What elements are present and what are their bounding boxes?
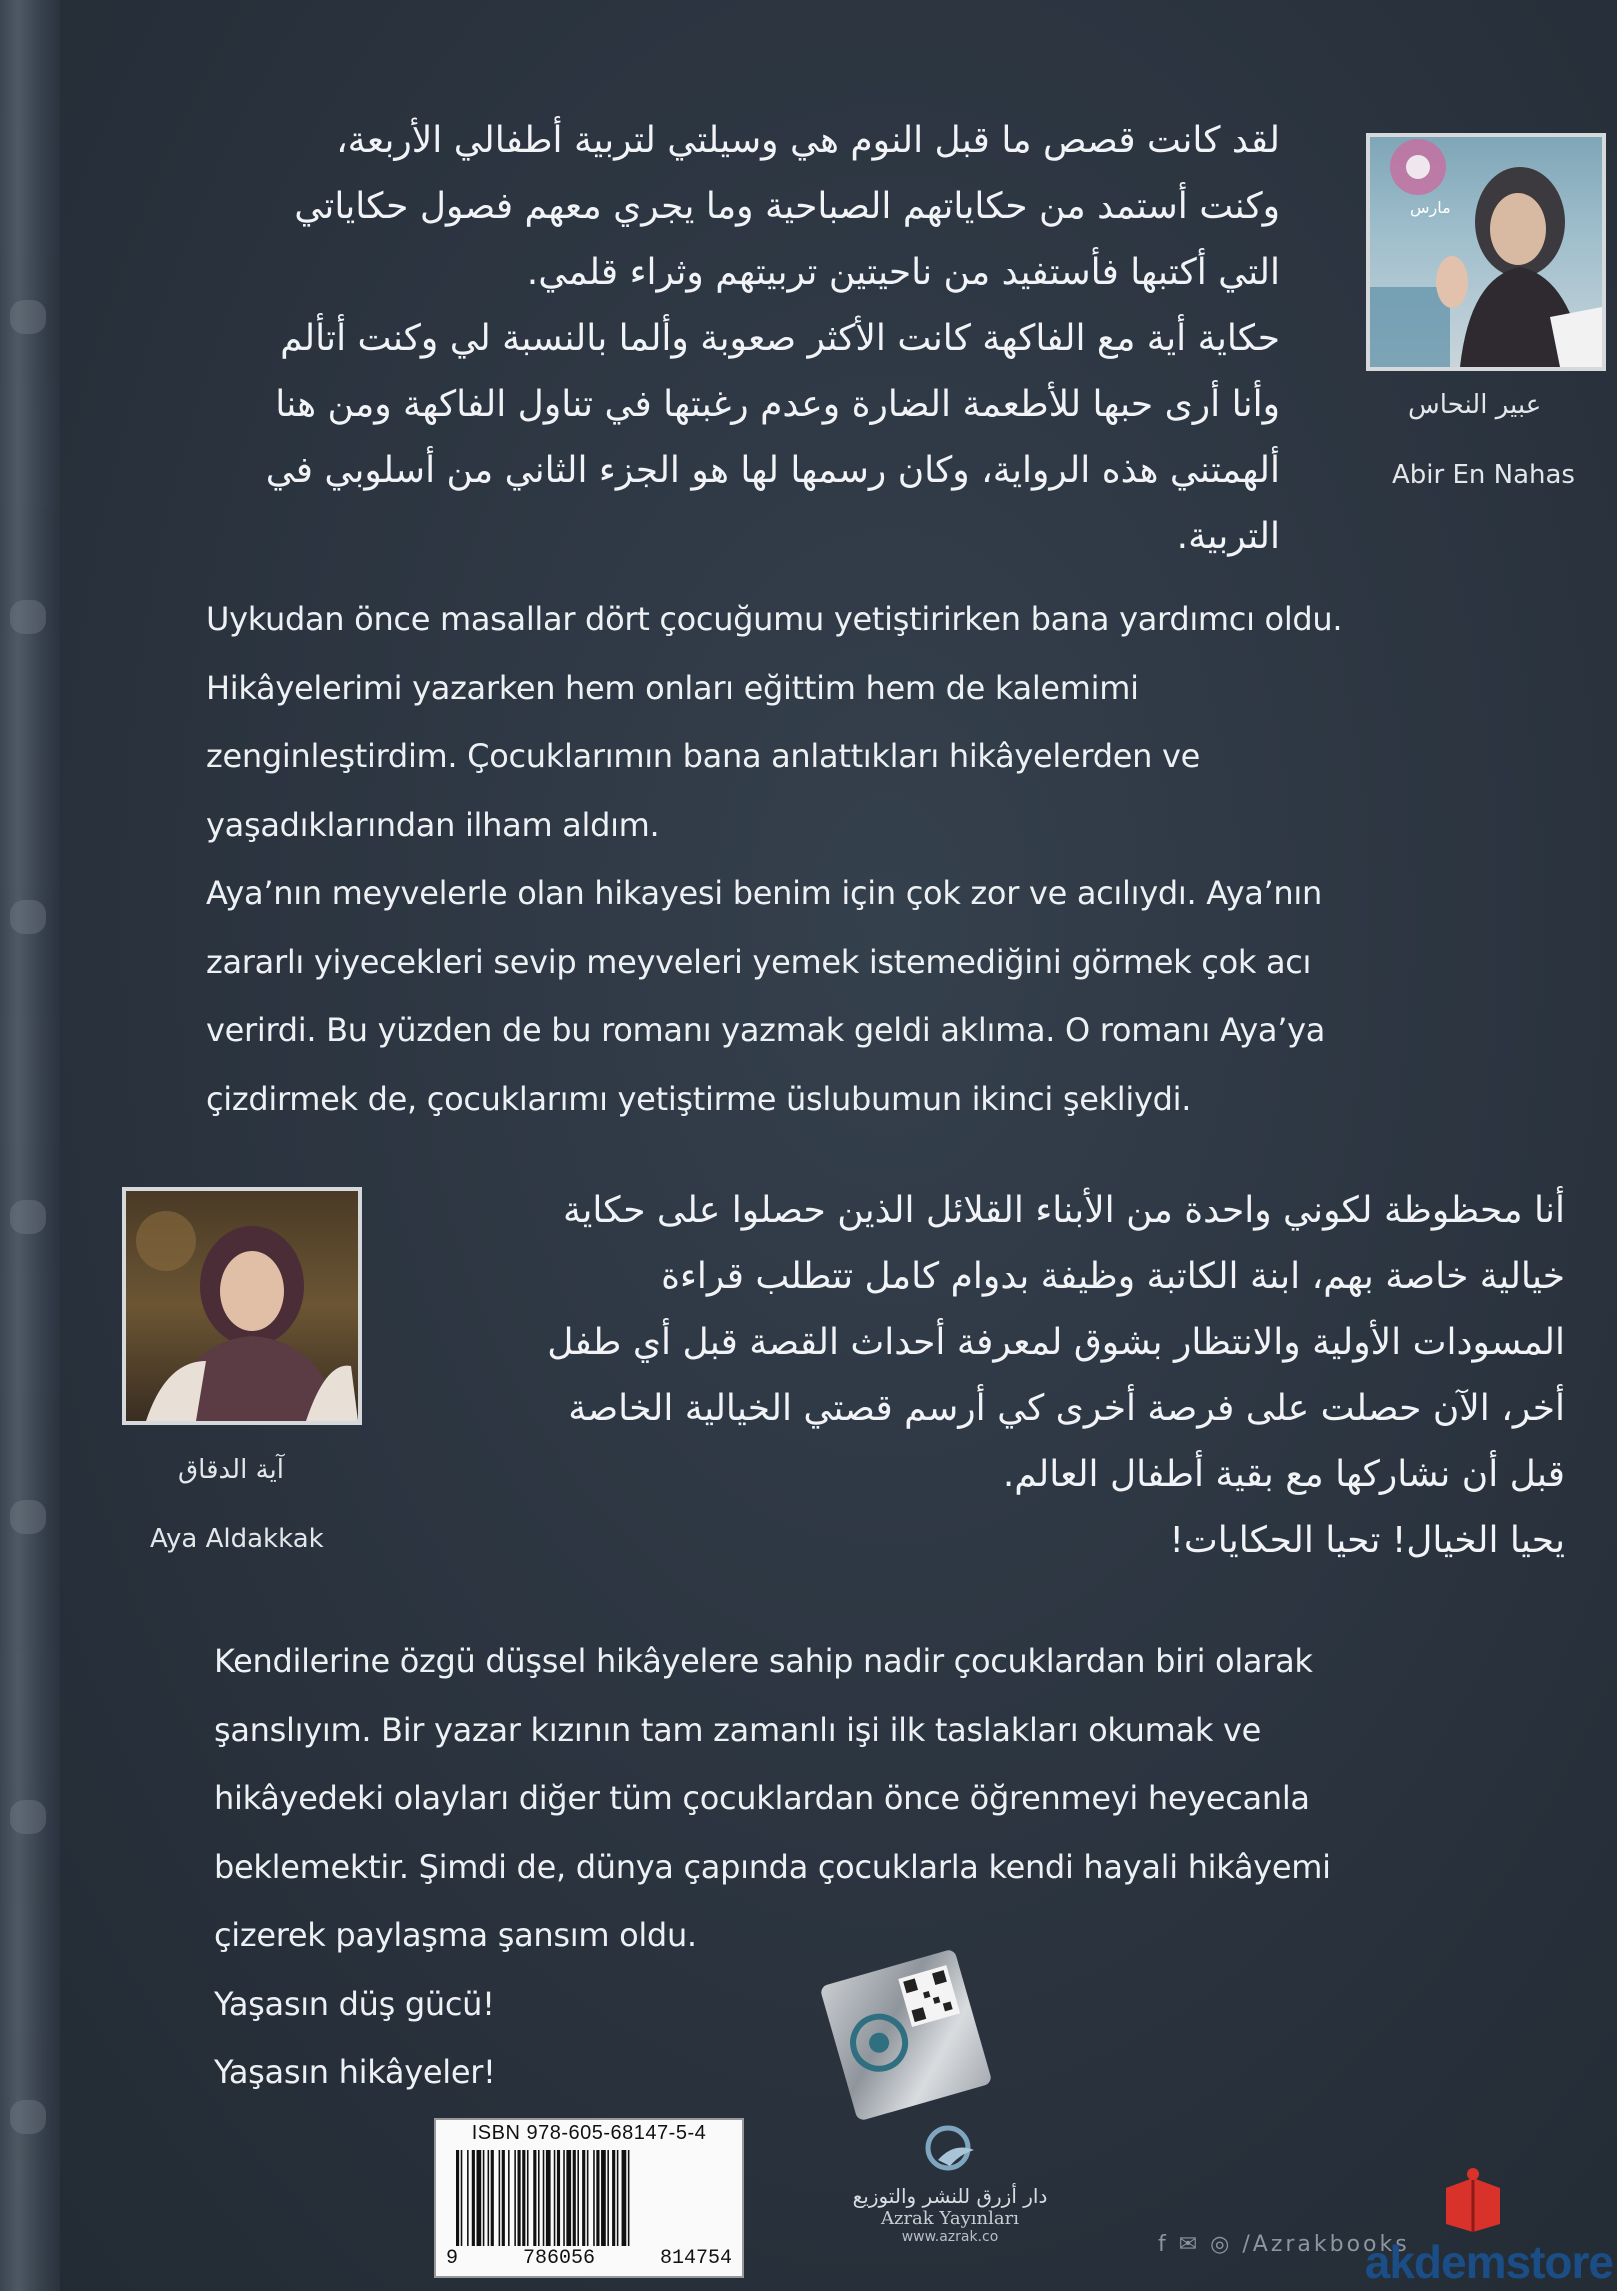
text-line: Yaşasın hikâyeler! xyxy=(214,2053,496,2091)
barcode-bar xyxy=(573,2150,576,2246)
author-photo-label: مارس xyxy=(1410,198,1451,217)
text-line: Uykudan önce masallar dört çocuğumu yetiştirirken bana yardımcı oldu. xyxy=(206,600,1343,638)
text-line: beklemektir. Şimdi de, dünya çapında çocuklarla kendi hayali hikâyemi xyxy=(214,1847,1331,1886)
illustrator-name-arabic: آية الدقاق xyxy=(178,1455,284,1485)
barcode-bar xyxy=(607,2150,609,2246)
barcode-bar xyxy=(488,2150,490,2246)
barcode-bar xyxy=(593,2150,595,2246)
barcode-bar xyxy=(483,2150,485,2246)
barcode-bar xyxy=(508,2150,510,2246)
text-line: Hikâyelerimi yazarken hem onları eğittim hem de kalemimi xyxy=(206,668,1139,707)
text-line: Yaşasın düş gücü! xyxy=(214,1984,495,2023)
author-name-arabic: عبير النحاس xyxy=(1408,390,1542,420)
illustrator-arabic-text xyxy=(440,1178,1565,1574)
text-line: zenginleştirdim. Çocuklarımın bana anlattıkları hikâyelerden ve xyxy=(206,737,1200,775)
isbn-digits-end: 814754 xyxy=(659,2247,732,2270)
store-name: akdemstore xyxy=(1364,2236,1613,2288)
text-line: zararlı yiyecekleri sevip meyveleri yemek istemediğini görmek çok acı xyxy=(206,942,1312,981)
author-arabic-text xyxy=(240,108,1280,570)
store-book-icon xyxy=(1438,2166,1508,2236)
illustrator-photo xyxy=(122,1187,362,1425)
barcode-bar xyxy=(517,2150,520,2246)
text-line: أخر، الآن حصلت على فرصة أخرى كي أرسم قصتي الخيالية الخاصة xyxy=(568,1388,1565,1429)
barcode-bar xyxy=(476,2150,481,2246)
barcode-bar xyxy=(467,2150,469,2246)
isbn-digit-first: 9 xyxy=(446,2247,459,2270)
text-line: التربية. xyxy=(1176,516,1280,557)
author-portrait-graphic xyxy=(1370,137,1602,367)
isbn-barcode xyxy=(434,2118,744,2278)
illustrator-name-latin: Aya Aldakkak xyxy=(150,1524,324,1554)
barcode-bar xyxy=(557,2150,560,2246)
text-line: ألهمتني هذه الرواية، وكان رسمها لها هو الجزء الثاني من أسلوبي في xyxy=(265,450,1280,491)
text-line: Aya’nın meyvelerle olan hikayesi benim için çok zor ve acılıydı. Aya’nın xyxy=(206,874,1322,912)
text-line: verirdi. Bu yüzden de bu romanı yazmak geldi aklıma. O romanı Aya’ya xyxy=(206,1011,1326,1049)
text-line: وكنت أستمد من حكاياتهم الصباحية وما يجري معهم فصول حكاياتي xyxy=(294,186,1280,227)
barcode-bar xyxy=(533,2150,536,2246)
isbn-label: ISBN 978-605-68147-5-4 xyxy=(471,2122,707,2144)
barcode-bar xyxy=(554,2150,556,2246)
publisher-bird-icon xyxy=(920,2120,980,2180)
barcode-bar xyxy=(601,2150,606,2246)
barcode-bar xyxy=(587,2150,589,2246)
barcode-bar xyxy=(563,2150,565,2246)
text-line: لقد كانت قصص ما قبل النوم هي وسيلتي لتربية أطفالي الأربعة، xyxy=(336,120,1280,161)
barcode-bar xyxy=(543,2150,545,2246)
publisher-name-arabic: دار أزرق للنشر والتوزيع xyxy=(852,2184,1048,2208)
text-line: حكاية أية مع الفاكهة كانت الأكثر صعوبة وألما بالنسبة لي وكنت أتألم xyxy=(280,318,1280,359)
publisher-social-handles: f ✉ ◎ /Azrakbooks xyxy=(1158,2232,1410,2257)
barcode-bar xyxy=(522,2150,525,2246)
barcode-bar xyxy=(596,2150,599,2246)
text-line: قبل أن نشاركها مع بقية أطفال العالم. xyxy=(1002,1454,1565,1495)
barcode-bar xyxy=(538,2150,540,2246)
barcode-bar xyxy=(612,2150,615,2246)
text-line: Kendilerine özgü düşsel hikâyelere sahip nadir çocuklardan biri olarak xyxy=(214,1642,1313,1680)
barcode-bar xyxy=(628,2150,630,2246)
barcode-bar xyxy=(514,2150,516,2246)
text-line: yaşadıklarından ilham aldım. xyxy=(206,805,660,844)
text-line: التي أكتبها فأستفيد من ناحيتين تربيتهم وثراء قلمي. xyxy=(526,252,1280,293)
author-name-latin: Abir En Nahas xyxy=(1392,460,1575,490)
barcode-bar xyxy=(502,2150,505,2246)
text-line: يحيا الخيال! تحيا الحكايات! xyxy=(1169,1520,1565,1561)
publisher-name-turkish: Azrak Yayınları xyxy=(880,2208,1020,2229)
illustrator-portrait-graphic xyxy=(126,1191,358,1421)
store-watermark xyxy=(1320,2166,1617,2291)
text-line: hikâyedeki olayları diğer tüm çocuklardan önce öğrenmeyi heyecanla xyxy=(214,1779,1310,1817)
isbn-digits xyxy=(436,2247,742,2270)
text-line: أنا محظوظة لكوني واحدة من الأبناء القلائل الذين حصلوا على حكاية xyxy=(563,1190,1565,1231)
barcode-bar xyxy=(582,2150,585,2246)
text-line: çizerek paylaşma şansım oldu. xyxy=(214,1916,697,1954)
text-line: المسودات الأولية والانتظار بشوق لمعرفة أحداث القصة قبل أي طفل xyxy=(547,1322,1565,1363)
barcode-bar xyxy=(622,2150,627,2246)
barcode-bar xyxy=(577,2150,579,2246)
barcode-bar xyxy=(491,2150,494,2246)
barcode-bar xyxy=(472,2150,475,2246)
author-turkish-text xyxy=(206,585,1546,1133)
text-line: şanslıyım. Bir yazar kızının tam zamanlı işi ilk taslakları okumak ve xyxy=(214,1710,1261,1749)
barcode-bars xyxy=(456,2150,728,2246)
publisher-website: www.azrak.co xyxy=(901,2229,999,2245)
barcode-bar xyxy=(461,2150,463,2246)
barcode-bar xyxy=(566,2150,571,2246)
publisher-logo xyxy=(830,2120,1070,2245)
author-photo xyxy=(1366,133,1606,371)
barcode-bar xyxy=(546,2150,551,2246)
barcode-bar xyxy=(617,2150,619,2246)
book-spine-edge xyxy=(0,0,60,2291)
barcode-bar xyxy=(527,2150,529,2246)
barcode-bar xyxy=(499,2150,501,2246)
isbn-digits-middle: 786056 xyxy=(522,2247,595,2270)
barcode-bar xyxy=(456,2150,459,2246)
text-line: وأنا أرى حبها للأطعمة الضارة وعدم رغبتها في تناول الفاكهة ومن هنا xyxy=(275,384,1280,425)
text-line: çizdirmek de, çocuklarımı yetiştirme üslubumun ikinci şekliydi. xyxy=(206,1079,1192,1118)
text-line: خيالية خاصة بهم، ابنة الكاتبة وظيفة بدوام كامل تتطلب قراءة xyxy=(661,1256,1565,1297)
